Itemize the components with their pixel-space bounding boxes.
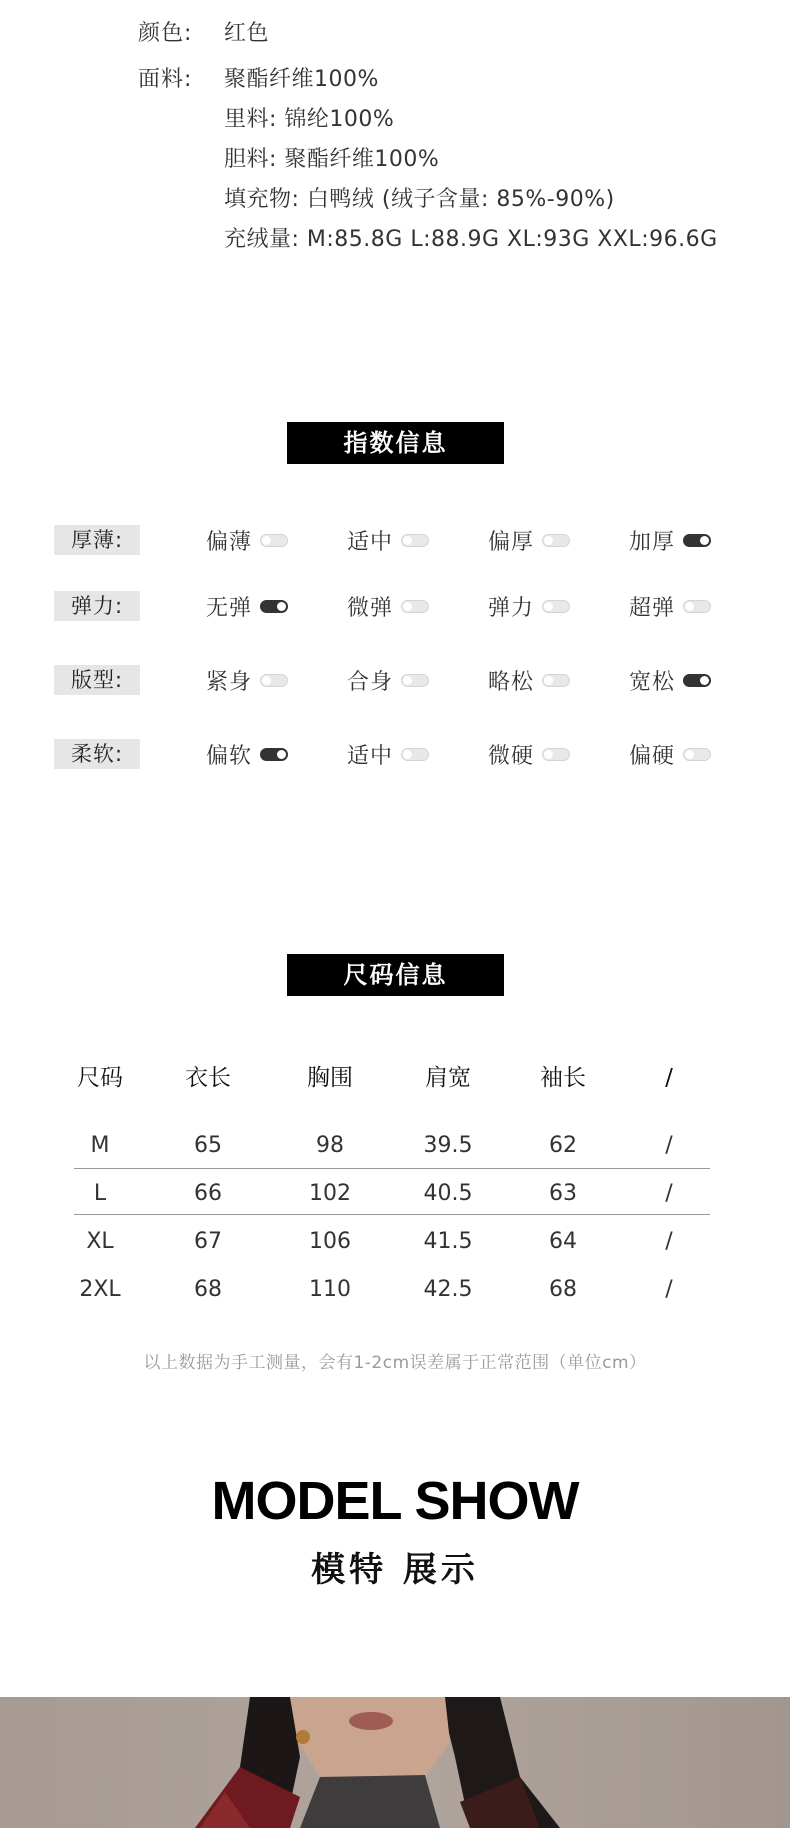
chest-cell: 102 <box>309 1181 351 1206</box>
model-show-subtitle: 模特 展示 <box>311 1550 479 1590</box>
index-row-label: 柔软: <box>54 739 140 769</box>
size-cell: 2XL <box>79 1277 121 1302</box>
size-header-cell: / <box>665 1065 673 1091</box>
chest-cell: 106 <box>309 1229 351 1254</box>
index-option <box>206 525 288 555</box>
toggle-icon <box>542 534 570 547</box>
toggle-icon <box>260 748 288 761</box>
size-header-cell: 衣长 <box>185 1065 231 1091</box>
lining-line: 里料: 锦纶100% <box>224 107 395 132</box>
index-option-label: 偏硬 <box>629 743 676 769</box>
toggle-icon <box>260 600 288 613</box>
toggle-icon <box>683 600 711 613</box>
index-option-label: 偏软 <box>206 743 253 769</box>
index-option <box>347 739 429 769</box>
index-option <box>488 739 570 769</box>
index-option <box>629 739 711 769</box>
sleeve-cell: 64 <box>549 1229 577 1254</box>
index-row-softness <box>0 739 790 771</box>
index-option <box>488 665 570 695</box>
index-row-label: 弹力: <box>54 591 140 621</box>
sleeve-cell: 63 <box>549 1181 577 1206</box>
size-header-cell: 肩宽 <box>425 1065 471 1091</box>
fabric-line: 聚酯纤维100% <box>224 67 379 92</box>
toggle-icon <box>542 600 570 613</box>
toggle-icon <box>401 534 429 547</box>
toggle-icon <box>542 748 570 761</box>
length-cell: 67 <box>194 1229 222 1254</box>
index-option-label: 微硬 <box>488 743 535 769</box>
index-option-label: 宽松 <box>629 669 676 695</box>
table-row <box>74 1171 710 1217</box>
inner-line: 胆料: 聚酯纤维100% <box>224 147 440 172</box>
index-row-thickness <box>0 525 790 557</box>
toggle-icon <box>401 674 429 687</box>
size-header-cell: 袖长 <box>540 1065 586 1091</box>
measurement-note: 以上数据为手工测量，会有1-2cm误差属于正常范围（单位cm） <box>143 1353 647 1373</box>
index-option <box>206 739 288 769</box>
color-label: 颜色: <box>138 21 193 46</box>
size-cell: XL <box>86 1229 114 1254</box>
slash-cell: / <box>665 1229 673 1254</box>
size-table-header <box>74 1055 710 1101</box>
index-option <box>488 591 570 621</box>
index-option <box>488 525 570 555</box>
index-option-label: 偏薄 <box>206 529 253 555</box>
index-option-label: 偏厚 <box>488 529 535 555</box>
slash-cell: / <box>665 1181 673 1206</box>
index-row-fit <box>0 665 790 697</box>
fill-weight-line: 充绒量: M:85.8G L:88.9G XL:93G XXL:96.6G <box>224 227 718 252</box>
index-option <box>206 591 288 621</box>
table-row <box>74 1219 710 1265</box>
index-row-label: 版型: <box>54 665 140 695</box>
toggle-icon <box>683 534 711 547</box>
toggle-icon <box>260 534 288 547</box>
model-photo <box>0 1697 790 1828</box>
index-option <box>347 591 429 621</box>
chest-cell: 110 <box>309 1277 351 1302</box>
index-option-label: 紧身 <box>206 669 253 695</box>
color-value: 红色 <box>224 21 270 46</box>
slash-cell: / <box>665 1133 673 1158</box>
row-divider <box>74 1168 710 1169</box>
index-option <box>629 665 711 695</box>
toggle-icon <box>260 674 288 687</box>
sleeve-cell: 68 <box>549 1277 577 1302</box>
row-divider <box>74 1214 710 1215</box>
slash-cell: / <box>665 1277 673 1302</box>
toggle-icon <box>401 748 429 761</box>
index-row-label: 厚薄: <box>54 525 140 555</box>
toggle-icon <box>683 748 711 761</box>
filling-line: 填充物: 白鸭绒 (绒子含量: 85%-90%) <box>224 187 615 212</box>
index-option-label: 略松 <box>488 669 535 695</box>
index-option-label: 弹力 <box>488 595 535 621</box>
index-info-banner: 指数信息 <box>287 422 504 464</box>
index-row-elasticity <box>0 591 790 623</box>
length-cell: 65 <box>194 1133 222 1158</box>
sleeve-cell: 62 <box>549 1133 577 1158</box>
index-option-label: 合身 <box>347 669 394 695</box>
index-option <box>629 591 711 621</box>
size-info-banner: 尺码信息 <box>287 954 504 996</box>
shoulder-cell: 39.5 <box>423 1133 473 1158</box>
shoulder-cell: 42.5 <box>423 1277 473 1302</box>
size-cell: M <box>90 1133 110 1158</box>
index-option-label: 无弹 <box>206 595 253 621</box>
table-row <box>74 1123 710 1169</box>
toggle-icon <box>401 600 429 613</box>
index-option <box>347 665 429 695</box>
index-option-label: 加厚 <box>629 529 676 555</box>
index-option <box>347 525 429 555</box>
index-option-label: 超弹 <box>629 595 676 621</box>
table-row <box>74 1267 710 1313</box>
shoulder-cell: 40.5 <box>423 1181 473 1206</box>
index-option-label: 微弹 <box>347 595 394 621</box>
size-header-cell: 胸围 <box>307 1065 353 1091</box>
chest-cell: 98 <box>316 1133 344 1158</box>
size-header-cell: 尺码 <box>77 1065 123 1091</box>
index-option-label: 适中 <box>347 743 394 769</box>
fabric-label: 面料: <box>138 67 193 92</box>
index-option <box>206 665 288 695</box>
index-option <box>629 525 711 555</box>
model-show-title: MODEL SHOW <box>211 1471 579 1531</box>
toggle-icon <box>683 674 711 687</box>
shoulder-cell: 41.5 <box>423 1229 473 1254</box>
index-option-label: 适中 <box>347 529 394 555</box>
length-cell: 68 <box>194 1277 222 1302</box>
length-cell: 66 <box>194 1181 222 1206</box>
model-photo-illustration <box>0 1697 790 1828</box>
size-cell: L <box>93 1181 107 1206</box>
toggle-icon <box>542 674 570 687</box>
